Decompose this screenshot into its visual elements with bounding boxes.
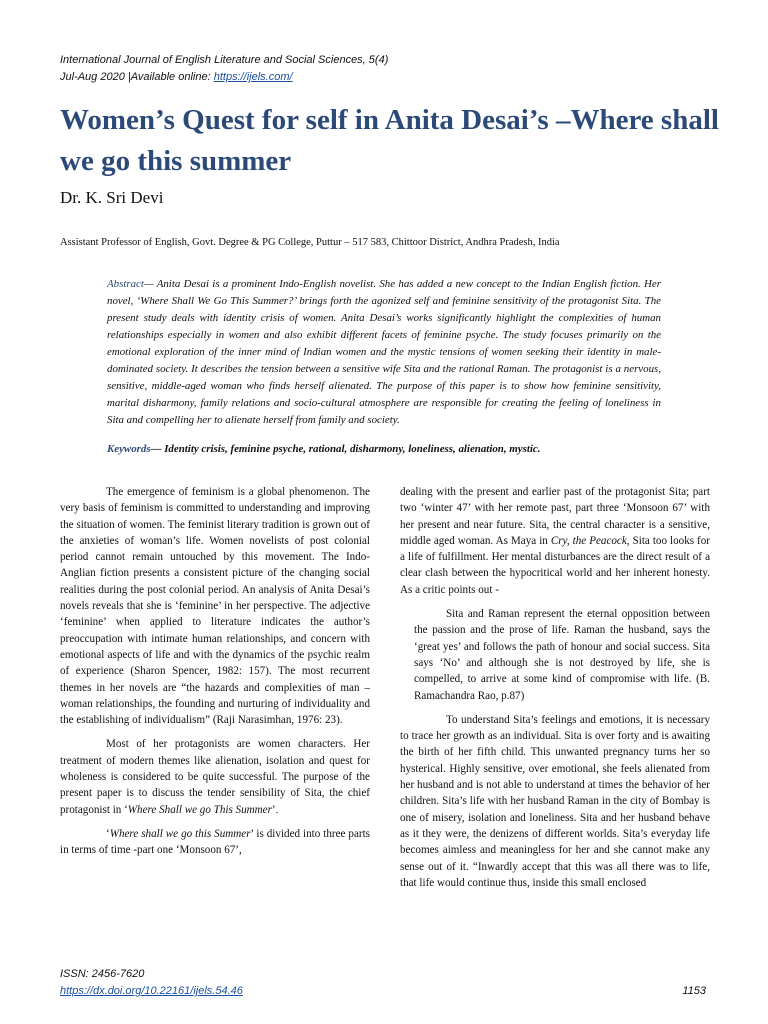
block-quote: Sita and Raman represent the eternal opposition between the passion and the prose of life. Raman the husband, says the ‘great yes’ and follows the path of honour and social success. Sita says ‘No’ and although she is not destroyed by life, she is compelled, to arrive at some kind of compromise with life. (B. Ramachandra Rao, p.87) xyxy=(414,608,710,702)
journal-issue xyxy=(60,69,388,86)
keywords xyxy=(107,442,667,457)
body-column-left xyxy=(60,484,370,867)
journal-name: International Journal of English Literature and Social Sciences, 5(4) xyxy=(60,54,389,66)
body-column-right xyxy=(400,484,710,899)
journal-header xyxy=(60,52,388,86)
author-name: Dr. K. Sri Devi xyxy=(60,188,164,207)
page-number: 1153 xyxy=(682,985,706,997)
paragraph: To understand Sita’s feelings and emotions, it is necessary to trace her growth as an individual. Sita is over forty and is awaiting the birth of her fifth child. This unwanted pregnancy turns her so hysterical. Highly sensitive, over emotional, she feels alienated from her husband and is not able to understand at times the behavior of her children. Sita’s life with her husband Raman in the city of Bombay is one of misery, isolation and loneliness. Sita and her husband behave as it they were, the denizens of different worlds. Sita’s everyday life becomes aimless and meaningless for her and she cannot make any sense out of it. “Inwardly accept that this was all there was to life, that life would continue thus, inside this small enclosed xyxy=(400,713,710,889)
keywords-label: Keywords xyxy=(107,443,151,455)
issn: ISSN: 2456-7620 xyxy=(60,968,145,980)
abstract-label: Abstract xyxy=(107,278,144,290)
journal-link[interactable]: https://ijels.com/ xyxy=(213,71,293,83)
paragraph: Most of her protagonists are women characters. Her treatment of modern themes like alienation, isolation and quest for wholeness is considered to be quite successful. The purpose of the present paper is to discuss the tender sensibility of Sita, the chief protagonist in ‘Where Shall we go This Summer’. xyxy=(60,738,370,816)
author-affiliation: Assistant Professor of English, Govt. Degree & PG College, Puttur – 517 583, Chittoor District, Andhra Pradesh, India xyxy=(60,237,560,248)
page-footer xyxy=(60,966,243,1000)
novel-title: Where Shall we go This Summer xyxy=(127,803,272,816)
keywords-text: — Identity crisis, feminine psyche, rational, disharmony, loneliness, alienation, mystic. xyxy=(150,443,541,455)
paragraph: The emergence of feminism is a global phenomenon. The very basis of feminism is committed to understanding and improving the situation of women. The feminist literary tradition is grown out of the anxieties of woman’s life. Women novelists of post colonial period cannot remain untouched by this movement. The Indo-Anglian fiction presents a consistent picture of the changing social realities during the post colonial period. An analysis of Anita Desai’s novels reveals that she is ‘feminine’ in her perspective. The adjective ‘feminine’ when applied to literature indicates the author’s preoccupation with intimate human relationships, and concern with emotional aspects of life and with the dynamics of the psychic realm of experience (Sharon Spencer, 1982: 157). The most recurrent themes in her novels are “the hazards and complexities of man – woman relationships, the founding and nurturing of individuality and the establishing of individualism” (Raji Narasimhan, 1976: 23). xyxy=(60,486,370,727)
abstract xyxy=(107,276,661,429)
paragraph: ‘Where shall we go this Summer’ is divided into three parts in terms of time -part one ‘Monsoon 67’, xyxy=(60,827,370,857)
abstract-text: — Anita Desai is a prominent Indo-English novelist. She has added a new concept to the Indian English fiction. Her novel, ‘Where Shall We Go This Summer?’ brings forth the agonized self and feminine sensitivity of the protagonist Sita. The present study deals with identity crisis of women. Anita Desai’s works significantly highlight the complexities of human relationships especially in women and also exhibit different facets of feminine psyche. The study focuses primarily on the emotional exploration of the inner mind of Indian women and the mystic tensions of women seeking their identity in male-dominated society. It describes the tension between a sensitive wife Sita and the rational Raman. The protagonist is a nervous, sensitive, middle-aged woman who finds herself alienated. The purpose of this paper is to show how feminine sensitivity, marital disharmony, family relations and socio-cultural atmosphere are responsible for creating the feeling of loneliness in Sita and compelling her to alienate herself from family and society. xyxy=(107,278,661,426)
paragraph: dealing with the present and earlier past of the protagonist Sita; part two ‘winter 47’ with her remote past, part three ‘Monsoon 67’ with her present and near future. Sita, the central character is a sensitive, middle aged woman. As Maya in Cry, the Peacock, Sita too looks for a life of fulfillment. Her mental disturbances are the direct result of a clear clash between the hypocritical world and her inherent honesty. As a critic points out - xyxy=(400,486,710,596)
novel-title: Cry, the Peacock xyxy=(550,534,627,547)
novel-title: Where shall we go this Summer xyxy=(109,827,251,840)
doi-link[interactable]: https://dx.doi.org/10.22161/ijels.54.46 xyxy=(60,985,243,997)
paper-title: Women’s Quest for self in Anita Desai’s –Where shall we go this summer xyxy=(60,104,719,177)
issue-text: Jul-Aug 2020 |Available online: xyxy=(60,71,214,83)
